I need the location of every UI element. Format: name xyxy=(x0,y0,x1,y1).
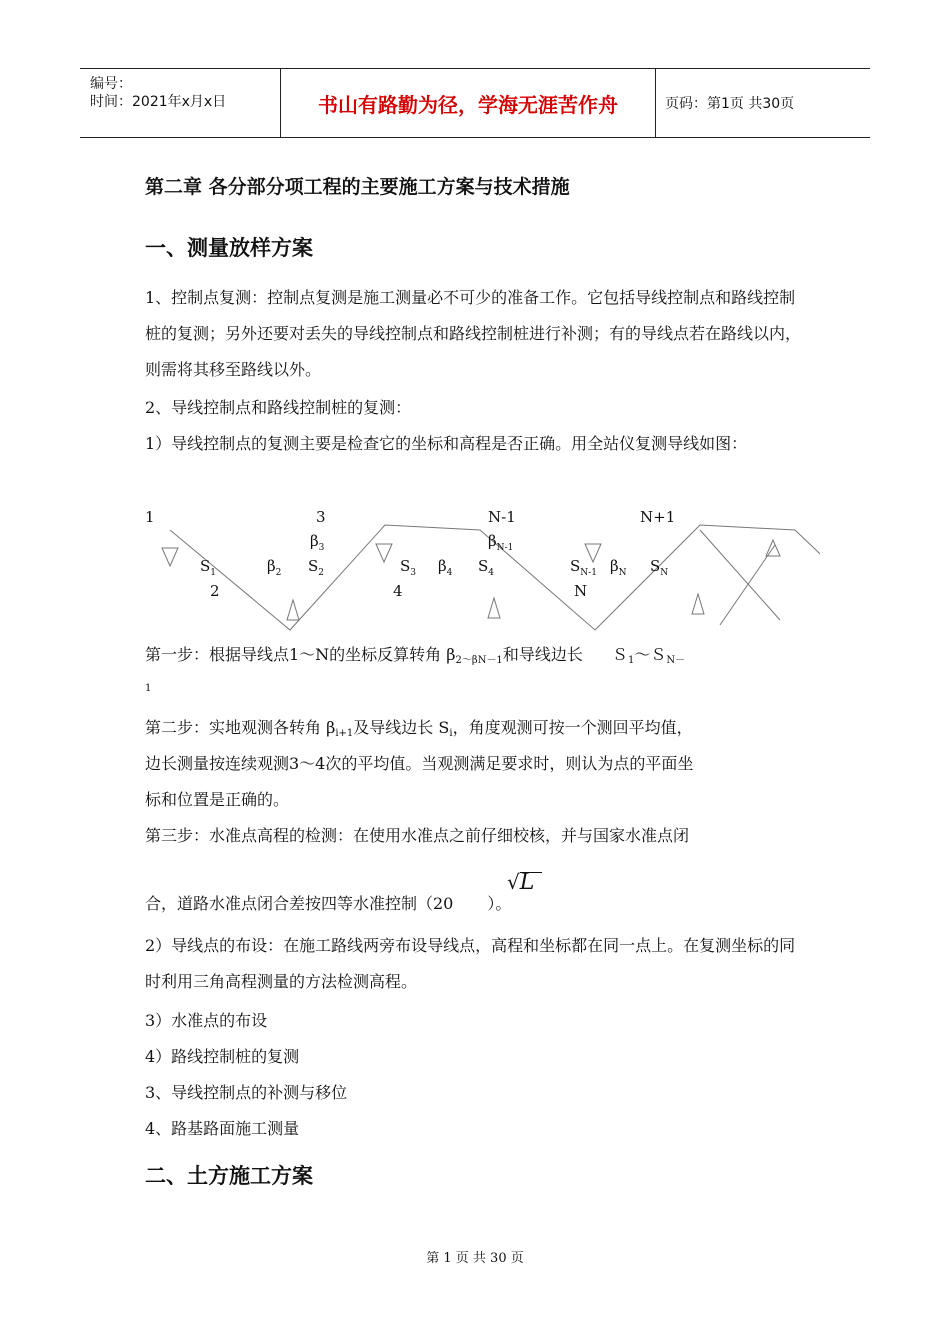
station-marker xyxy=(488,598,500,618)
chapter-title: 第二章 各分部分项工程的主要施工方案与技术措施 xyxy=(145,176,570,198)
station-marker xyxy=(162,548,178,566)
step1-wrap: 1 xyxy=(145,683,152,694)
angle-label-beta4: $\beta_4$ xyxy=(438,557,453,578)
angle-label-beta-n: $\beta_N$ xyxy=(610,557,627,578)
list-item-route-stake-recheck: 4）路线控制桩的复测 xyxy=(145,1047,300,1066)
traverse-last-segment xyxy=(700,530,780,620)
header-number-label: 编号： xyxy=(90,76,132,92)
header-page-info: 页码：第1页 共30页 xyxy=(665,96,795,112)
point-label-n-minus-1: N-1 xyxy=(488,508,516,526)
paragraph-traverse-method: 1）导线控制点的复测主要是检查它的坐标和高程是否正确。用全站仪复测导线如图： xyxy=(145,434,748,453)
traverse-end-segment xyxy=(720,545,775,625)
side-label-s4: $S_4$ xyxy=(478,557,495,578)
point-label-4: 4 xyxy=(393,582,403,600)
step2-line2: 边长测量按连续观测3～4次的平均值。当观测满足要求时，则认为点的平面坐 xyxy=(145,754,694,773)
step1-s-end-sub: N－ xyxy=(666,655,686,666)
step2-text: 第二步：实地观测各转角 β xyxy=(145,718,336,737)
step2-sub-angle: i+1 xyxy=(335,728,354,739)
point-label-2: 2 xyxy=(210,582,220,600)
list-item-subgrade-survey: 4、路基路面施工测量 xyxy=(145,1119,300,1138)
step3-text: 合，道路水准点闭合差按四等水准控制（20 xyxy=(145,894,454,913)
traverse-diagram xyxy=(140,500,820,640)
step2-line1 xyxy=(145,715,693,739)
station-marker xyxy=(692,594,704,614)
point-label-n-plus-1: N+1 xyxy=(640,508,676,526)
page-header xyxy=(80,68,870,138)
step1-line xyxy=(145,642,685,666)
paragraph-traverse-layout: 2）导线点的布设：在施工路线两旁布设导线点，高程和坐标都在同一点上。在复测坐标的同时利用三角高程测量的方法检测高程。 xyxy=(145,936,796,991)
step2-text-b: 及导线边长 S xyxy=(353,718,450,737)
paragraph-traverse-recheck: 2、导线控制点和路线控制桩的复测： xyxy=(145,398,412,417)
step1-s: Ｓ xyxy=(611,645,628,664)
list-item-supplement-relocate: 3、导线控制点的补测与移位 xyxy=(145,1083,348,1102)
point-label-1: 1 xyxy=(145,508,155,526)
header-time-label: 时间：2021年x月x日 xyxy=(90,94,227,110)
step3-line1: 第三步：水准点高程的检测：在使用水准点之前仔细校核，并与国家水准点闭 xyxy=(145,826,690,845)
step1-text: 第一步：根据导线点1～N的坐标反算转角 β xyxy=(145,645,456,664)
side-label-s2: $S_2$ xyxy=(308,557,325,578)
side-label-s3: $S_3$ xyxy=(400,557,417,578)
paragraph-control-point-recheck: 1、控制点复测：控制点复测是施工测量必不可少的准备工作。它包括导线控制点和路线控制桩的复测；另外还要对丢失的导线控制点和路线控制桩进行补测；有的导线点若在路线以内，则需将其移至路线以外。 xyxy=(145,288,802,379)
step2-sub-side: i xyxy=(449,728,453,739)
station-marker xyxy=(287,600,299,620)
list-item-benchmark-layout: 3）水准点的布设 xyxy=(145,1011,268,1030)
side-label-s-n-1: $S_{N-1}$ xyxy=(570,557,597,578)
angle-label-beta3: $\beta_3$ xyxy=(310,532,325,553)
step1-sub-b: N－1 xyxy=(477,655,503,666)
section-title-survey: 一、测量放样方案 xyxy=(145,236,313,260)
step1-s-to: ～Ｓ xyxy=(634,645,667,664)
side-label-s1: $S_1$ xyxy=(200,557,217,578)
sqrt-variable: L xyxy=(519,870,535,895)
step2-text-c: ，角度观测可按一个测回平均值， xyxy=(452,718,693,737)
angle-label-beta2: $\beta_2$ xyxy=(267,557,282,578)
page-footer: 第 1 页 共 30 页 xyxy=(426,1251,524,1266)
step3-line2 xyxy=(145,891,511,914)
header-motto: 书山有路勤为径，学海无涯苦作舟 xyxy=(280,69,656,137)
header-meta-cell xyxy=(80,69,280,137)
step1-s-sub: 1 xyxy=(627,655,635,666)
sqrt-formula: √ L xyxy=(507,870,534,895)
point-label-n: N xyxy=(574,582,588,600)
section-title-earthwork: 二、土方施工方案 xyxy=(145,1164,313,1188)
step1-sub-a: 2～β xyxy=(455,655,478,666)
angle-label-beta-n-1: $\beta_{N-1}$ xyxy=(488,532,514,553)
side-label-s-n: $S_N$ xyxy=(650,557,669,578)
point-label-3: 3 xyxy=(316,508,326,526)
step2-line3: 标和位置是正确的。 xyxy=(145,790,290,809)
station-marker xyxy=(376,544,392,562)
step3-text-end: ）。 xyxy=(487,894,512,913)
step1-text-b: 和导线边长 xyxy=(502,645,583,664)
